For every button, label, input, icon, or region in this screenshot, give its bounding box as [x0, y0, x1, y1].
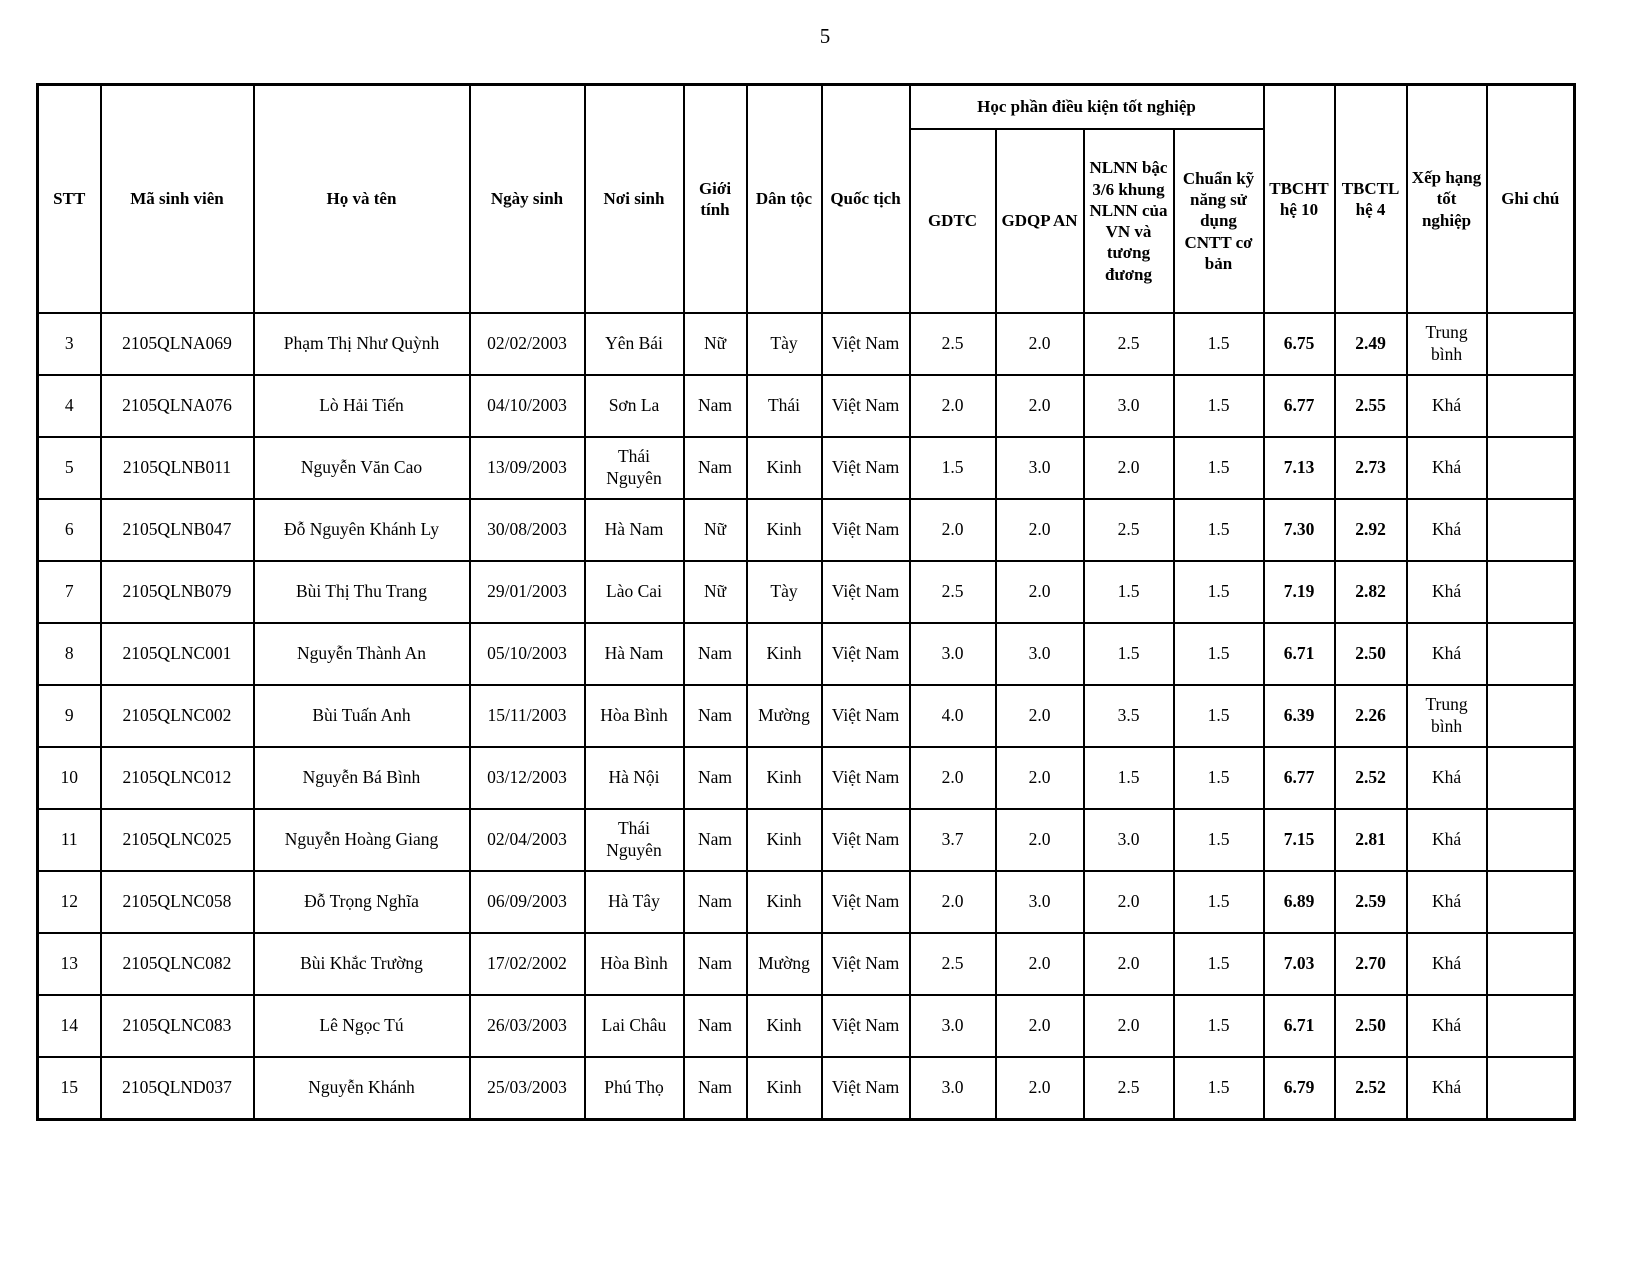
cell-xep-hang: Khá	[1407, 499, 1487, 561]
cell-ngay-sinh: 25/03/2003	[470, 1057, 585, 1120]
cell-ghi-chu	[1487, 499, 1575, 561]
cell-ghi-chu	[1487, 375, 1575, 437]
cell-ngay-sinh: 26/03/2003	[470, 995, 585, 1057]
cell-dan-toc: Kinh	[747, 499, 822, 561]
cell-chuan-cntt: 1.5	[1174, 809, 1264, 871]
cell-ho-va-ten: Bùi Tuấn Anh	[254, 685, 470, 747]
cell-gdqp-an: 3.0	[996, 871, 1084, 933]
cell-nlnn: 1.5	[1084, 623, 1174, 685]
cell-ho-va-ten: Nguyễn Bá Bình	[254, 747, 470, 809]
cell-gdtc: 2.0	[910, 871, 996, 933]
cell-noi-sinh: Phú Thọ	[585, 1057, 684, 1120]
cell-tbcht-he-10: 6.75	[1264, 313, 1335, 375]
cell-ma-sinh-vien: 2105QLNC012	[101, 747, 254, 809]
cell-quoc-tich: Việt Nam	[822, 313, 910, 375]
cell-tbcht-he-10: 6.79	[1264, 1057, 1335, 1120]
cell-nlnn: 1.5	[1084, 561, 1174, 623]
cell-ngay-sinh: 02/04/2003	[470, 809, 585, 871]
cell-tbctl-he-4: 2.73	[1335, 437, 1407, 499]
cell-chuan-cntt: 1.5	[1174, 313, 1264, 375]
cell-xep-hang: Khá	[1407, 933, 1487, 995]
cell-nlnn: 2.0	[1084, 995, 1174, 1057]
student-roster-table	[36, 83, 1576, 1121]
cell-gdqp-an: 2.0	[996, 375, 1084, 437]
cell-tbctl-he-4: 2.52	[1335, 1057, 1407, 1120]
cell-ghi-chu	[1487, 747, 1575, 809]
cell-gdtc: 3.0	[910, 1057, 996, 1120]
cell-quoc-tich: Việt Nam	[822, 561, 910, 623]
cell-dan-toc: Kinh	[747, 871, 822, 933]
header-gdtc: GDTC	[910, 129, 996, 313]
cell-chuan-cntt: 1.5	[1174, 1057, 1264, 1120]
cell-stt: 14	[38, 995, 101, 1057]
cell-gdqp-an: 3.0	[996, 623, 1084, 685]
cell-gdqp-an: 2.0	[996, 933, 1084, 995]
table-row	[38, 995, 1575, 1057]
header-gdqp-an: GDQP AN	[996, 129, 1084, 313]
cell-ghi-chu	[1487, 623, 1575, 685]
cell-xep-hang: Khá	[1407, 871, 1487, 933]
cell-tbcht-he-10: 6.77	[1264, 747, 1335, 809]
cell-nlnn: 2.5	[1084, 499, 1174, 561]
table-body	[38, 313, 1575, 1120]
table-row	[38, 809, 1575, 871]
cell-nlnn: 2.5	[1084, 313, 1174, 375]
cell-stt: 11	[38, 809, 101, 871]
cell-tbctl-he-4: 2.50	[1335, 995, 1407, 1057]
cell-ghi-chu	[1487, 995, 1575, 1057]
cell-ghi-chu	[1487, 313, 1575, 375]
cell-chuan-cntt: 1.5	[1174, 871, 1264, 933]
cell-tbcht-he-10: 6.89	[1264, 871, 1335, 933]
cell-ho-va-ten: Bùi Thị Thu Trang	[254, 561, 470, 623]
cell-tbctl-he-4: 2.52	[1335, 747, 1407, 809]
cell-chuan-cntt: 1.5	[1174, 437, 1264, 499]
cell-xep-hang: Trung bình	[1407, 313, 1487, 375]
cell-tbcht-he-10: 6.71	[1264, 623, 1335, 685]
cell-nlnn: 3.0	[1084, 809, 1174, 871]
cell-gdtc: 3.0	[910, 623, 996, 685]
cell-tbcht-he-10: 6.77	[1264, 375, 1335, 437]
header-quoc-tich: Quốc tịch	[822, 85, 910, 314]
table-row	[38, 1057, 1575, 1120]
cell-nlnn: 2.5	[1084, 1057, 1174, 1120]
cell-gdqp-an: 2.0	[996, 747, 1084, 809]
cell-ho-va-ten: Đỗ Trọng Nghĩa	[254, 871, 470, 933]
cell-tbcht-he-10: 7.13	[1264, 437, 1335, 499]
cell-ngay-sinh: 06/09/2003	[470, 871, 585, 933]
cell-ghi-chu	[1487, 1057, 1575, 1120]
cell-nlnn: 2.0	[1084, 871, 1174, 933]
cell-chuan-cntt: 1.5	[1174, 499, 1264, 561]
cell-ghi-chu	[1487, 871, 1575, 933]
cell-gdtc: 2.0	[910, 375, 996, 437]
cell-nlnn: 3.5	[1084, 685, 1174, 747]
cell-ma-sinh-vien: 2105QLNB079	[101, 561, 254, 623]
cell-tbcht-he-10: 7.15	[1264, 809, 1335, 871]
cell-tbcht-he-10: 7.19	[1264, 561, 1335, 623]
cell-dan-toc: Kinh	[747, 995, 822, 1057]
cell-gdqp-an: 2.0	[996, 499, 1084, 561]
cell-gioi-tinh: Nam	[684, 685, 747, 747]
cell-quoc-tich: Việt Nam	[822, 995, 910, 1057]
cell-ho-va-ten: Nguyễn Văn Cao	[254, 437, 470, 499]
table-row	[38, 871, 1575, 933]
cell-tbcht-he-10: 6.71	[1264, 995, 1335, 1057]
cell-noi-sinh: Hòa Bình	[585, 933, 684, 995]
cell-dan-toc: Tày	[747, 313, 822, 375]
cell-gdtc: 1.5	[910, 437, 996, 499]
cell-gdqp-an: 2.0	[996, 685, 1084, 747]
cell-gdqp-an: 2.0	[996, 561, 1084, 623]
cell-gioi-tinh: Nam	[684, 623, 747, 685]
cell-tbctl-he-4: 2.92	[1335, 499, 1407, 561]
cell-ma-sinh-vien: 2105QLNA069	[101, 313, 254, 375]
header-ma-sinh-vien: Mã sinh viên	[101, 85, 254, 314]
cell-dan-toc: Kinh	[747, 809, 822, 871]
table-row	[38, 561, 1575, 623]
cell-gdtc: 3.7	[910, 809, 996, 871]
cell-xep-hang: Khá	[1407, 375, 1487, 437]
cell-ma-sinh-vien: 2105QLNC001	[101, 623, 254, 685]
cell-tbctl-he-4: 2.49	[1335, 313, 1407, 375]
cell-gioi-tinh: Nam	[684, 995, 747, 1057]
cell-quoc-tich: Việt Nam	[822, 1057, 910, 1120]
table-row	[38, 685, 1575, 747]
cell-ngay-sinh: 05/10/2003	[470, 623, 585, 685]
cell-noi-sinh: Hà Nội	[585, 747, 684, 809]
cell-dan-toc: Kinh	[747, 623, 822, 685]
cell-ho-va-ten: Nguyễn Hoàng Giang	[254, 809, 470, 871]
cell-ngay-sinh: 29/01/2003	[470, 561, 585, 623]
cell-dan-toc: Kinh	[747, 1057, 822, 1120]
cell-ho-va-ten: Phạm Thị Như Quỳnh	[254, 313, 470, 375]
cell-stt: 5	[38, 437, 101, 499]
cell-tbctl-he-4: 2.50	[1335, 623, 1407, 685]
header-xep-hang-tot-nghiep: Xếp hạng tốt nghiệp	[1407, 85, 1487, 314]
cell-quoc-tich: Việt Nam	[822, 809, 910, 871]
cell-noi-sinh: Hà Nam	[585, 623, 684, 685]
cell-quoc-tich: Việt Nam	[822, 747, 910, 809]
header-ghi-chu: Ghi chú	[1487, 85, 1575, 314]
cell-quoc-tich: Việt Nam	[822, 499, 910, 561]
cell-gdtc: 2.0	[910, 747, 996, 809]
cell-chuan-cntt: 1.5	[1174, 685, 1264, 747]
cell-stt: 7	[38, 561, 101, 623]
cell-xep-hang: Khá	[1407, 623, 1487, 685]
cell-gioi-tinh: Nam	[684, 809, 747, 871]
cell-ma-sinh-vien: 2105QLNB011	[101, 437, 254, 499]
table-row	[38, 375, 1575, 437]
cell-gioi-tinh: Nam	[684, 437, 747, 499]
cell-xep-hang: Khá	[1407, 1057, 1487, 1120]
cell-quoc-tich: Việt Nam	[822, 437, 910, 499]
header-dan-toc: Dân tộc	[747, 85, 822, 314]
cell-xep-hang: Khá	[1407, 995, 1487, 1057]
cell-nlnn: 3.0	[1084, 375, 1174, 437]
cell-tbctl-he-4: 2.70	[1335, 933, 1407, 995]
cell-ho-va-ten: Bùi Khắc Trường	[254, 933, 470, 995]
cell-noi-sinh: Hà Nam	[585, 499, 684, 561]
cell-ma-sinh-vien: 2105QLNC083	[101, 995, 254, 1057]
table-header-row	[38, 85, 1575, 130]
header-ho-va-ten: Họ và tên	[254, 85, 470, 314]
cell-stt: 9	[38, 685, 101, 747]
cell-ghi-chu	[1487, 561, 1575, 623]
header-group-hoc-phan-dieu-kien: Học phần điều kiện tốt nghiệp	[910, 85, 1264, 130]
cell-ma-sinh-vien: 2105QLNC002	[101, 685, 254, 747]
header-nlnn: NLNN bậc 3/6 khung NLNN của VN và tương đương	[1084, 129, 1174, 313]
cell-dan-toc: Thái	[747, 375, 822, 437]
cell-quoc-tich: Việt Nam	[822, 375, 910, 437]
cell-gdtc: 2.5	[910, 561, 996, 623]
cell-stt: 10	[38, 747, 101, 809]
cell-ma-sinh-vien: 2105QLNA076	[101, 375, 254, 437]
cell-gdtc: 2.0	[910, 499, 996, 561]
cell-ghi-chu	[1487, 437, 1575, 499]
cell-gdqp-an: 2.0	[996, 995, 1084, 1057]
cell-dan-toc: Mường	[747, 933, 822, 995]
cell-xep-hang: Khá	[1407, 561, 1487, 623]
cell-gdqp-an: 2.0	[996, 1057, 1084, 1120]
cell-gioi-tinh: Nữ	[684, 313, 747, 375]
cell-quoc-tich: Việt Nam	[822, 871, 910, 933]
cell-noi-sinh: Lào Cai	[585, 561, 684, 623]
cell-ho-va-ten: Lò Hải Tiến	[254, 375, 470, 437]
cell-tbctl-he-4: 2.81	[1335, 809, 1407, 871]
cell-ma-sinh-vien: 2105QLNC058	[101, 871, 254, 933]
cell-gioi-tinh: Nam	[684, 375, 747, 437]
cell-gioi-tinh: Nam	[684, 1057, 747, 1120]
cell-ghi-chu	[1487, 933, 1575, 995]
table-row	[38, 499, 1575, 561]
cell-ho-va-ten: Đỗ Nguyên Khánh Ly	[254, 499, 470, 561]
cell-gdqp-an: 2.0	[996, 313, 1084, 375]
cell-noi-sinh: Lai Châu	[585, 995, 684, 1057]
header-ngay-sinh: Ngày sinh	[470, 85, 585, 314]
cell-noi-sinh: Thái Nguyên	[585, 437, 684, 499]
cell-noi-sinh: Yên Bái	[585, 313, 684, 375]
cell-gdtc: 4.0	[910, 685, 996, 747]
cell-xep-hang: Khá	[1407, 747, 1487, 809]
cell-stt: 8	[38, 623, 101, 685]
header-chuan-cntt: Chuẩn kỹ năng sử dụng CNTT cơ bản	[1174, 129, 1264, 313]
cell-ngay-sinh: 04/10/2003	[470, 375, 585, 437]
cell-ngay-sinh: 13/09/2003	[470, 437, 585, 499]
cell-ho-va-ten: Nguyễn Thành An	[254, 623, 470, 685]
cell-dan-toc: Mường	[747, 685, 822, 747]
table-row	[38, 747, 1575, 809]
cell-gioi-tinh: Nữ	[684, 499, 747, 561]
cell-stt: 12	[38, 871, 101, 933]
cell-ngay-sinh: 03/12/2003	[470, 747, 585, 809]
cell-tbctl-he-4: 2.55	[1335, 375, 1407, 437]
cell-xep-hang: Khá	[1407, 437, 1487, 499]
cell-nlnn: 2.0	[1084, 437, 1174, 499]
cell-gdtc: 3.0	[910, 995, 996, 1057]
cell-gdtc: 2.5	[910, 933, 996, 995]
cell-quoc-tich: Việt Nam	[822, 933, 910, 995]
cell-tbcht-he-10: 7.30	[1264, 499, 1335, 561]
cell-stt: 3	[38, 313, 101, 375]
cell-tbcht-he-10: 7.03	[1264, 933, 1335, 995]
cell-ngay-sinh: 15/11/2003	[470, 685, 585, 747]
cell-dan-toc: Kinh	[747, 437, 822, 499]
page-number: 5	[819, 24, 831, 48]
header-gioi-tinh: Giới tính	[684, 85, 747, 314]
cell-stt: 15	[38, 1057, 101, 1120]
cell-noi-sinh: Thái Nguyên	[585, 809, 684, 871]
cell-chuan-cntt: 1.5	[1174, 995, 1264, 1057]
cell-ghi-chu	[1487, 809, 1575, 871]
cell-quoc-tich: Việt Nam	[822, 685, 910, 747]
cell-gdqp-an: 2.0	[996, 809, 1084, 871]
cell-xep-hang: Khá	[1407, 809, 1487, 871]
cell-ma-sinh-vien: 2105QLND037	[101, 1057, 254, 1120]
cell-tbctl-he-4: 2.26	[1335, 685, 1407, 747]
cell-ngay-sinh: 17/02/2002	[470, 933, 585, 995]
cell-nlnn: 1.5	[1084, 747, 1174, 809]
cell-gioi-tinh: Nam	[684, 871, 747, 933]
header-tbcht-he-10: TBCHT hệ 10	[1264, 85, 1335, 314]
header-noi-sinh: Nơi sinh	[585, 85, 684, 314]
cell-tbcht-he-10: 6.39	[1264, 685, 1335, 747]
cell-ma-sinh-vien: 2105QLNB047	[101, 499, 254, 561]
cell-quoc-tich: Việt Nam	[822, 623, 910, 685]
cell-gdtc: 2.5	[910, 313, 996, 375]
cell-noi-sinh: Hòa Bình	[585, 685, 684, 747]
cell-stt: 6	[38, 499, 101, 561]
cell-noi-sinh: Sơn La	[585, 375, 684, 437]
cell-ho-va-ten: Nguyễn Khánh	[254, 1057, 470, 1120]
table-row	[38, 623, 1575, 685]
cell-stt: 13	[38, 933, 101, 995]
table-row	[38, 933, 1575, 995]
cell-chuan-cntt: 1.5	[1174, 375, 1264, 437]
cell-noi-sinh: Hà Tây	[585, 871, 684, 933]
cell-xep-hang: Trung bình	[1407, 685, 1487, 747]
cell-ngay-sinh: 02/02/2003	[470, 313, 585, 375]
cell-ghi-chu	[1487, 685, 1575, 747]
cell-chuan-cntt: 1.5	[1174, 933, 1264, 995]
cell-tbctl-he-4: 2.82	[1335, 561, 1407, 623]
table-row	[38, 313, 1575, 375]
cell-tbctl-he-4: 2.59	[1335, 871, 1407, 933]
cell-dan-toc: Tày	[747, 561, 822, 623]
cell-gioi-tinh: Nam	[684, 747, 747, 809]
cell-ngay-sinh: 30/08/2003	[470, 499, 585, 561]
table-row	[38, 437, 1575, 499]
cell-ma-sinh-vien: 2105QLNC082	[101, 933, 254, 995]
cell-chuan-cntt: 1.5	[1174, 623, 1264, 685]
header-tbctl-he-4: TBCTL hệ 4	[1335, 85, 1407, 314]
cell-gioi-tinh: Nữ	[684, 561, 747, 623]
cell-ho-va-ten: Lê Ngọc Tú	[254, 995, 470, 1057]
cell-ma-sinh-vien: 2105QLNC025	[101, 809, 254, 871]
cell-nlnn: 2.0	[1084, 933, 1174, 995]
cell-stt: 4	[38, 375, 101, 437]
cell-chuan-cntt: 1.5	[1174, 747, 1264, 809]
cell-gioi-tinh: Nam	[684, 933, 747, 995]
cell-gdqp-an: 3.0	[996, 437, 1084, 499]
cell-dan-toc: Kinh	[747, 747, 822, 809]
header-stt: STT	[38, 85, 101, 314]
cell-chuan-cntt: 1.5	[1174, 561, 1264, 623]
